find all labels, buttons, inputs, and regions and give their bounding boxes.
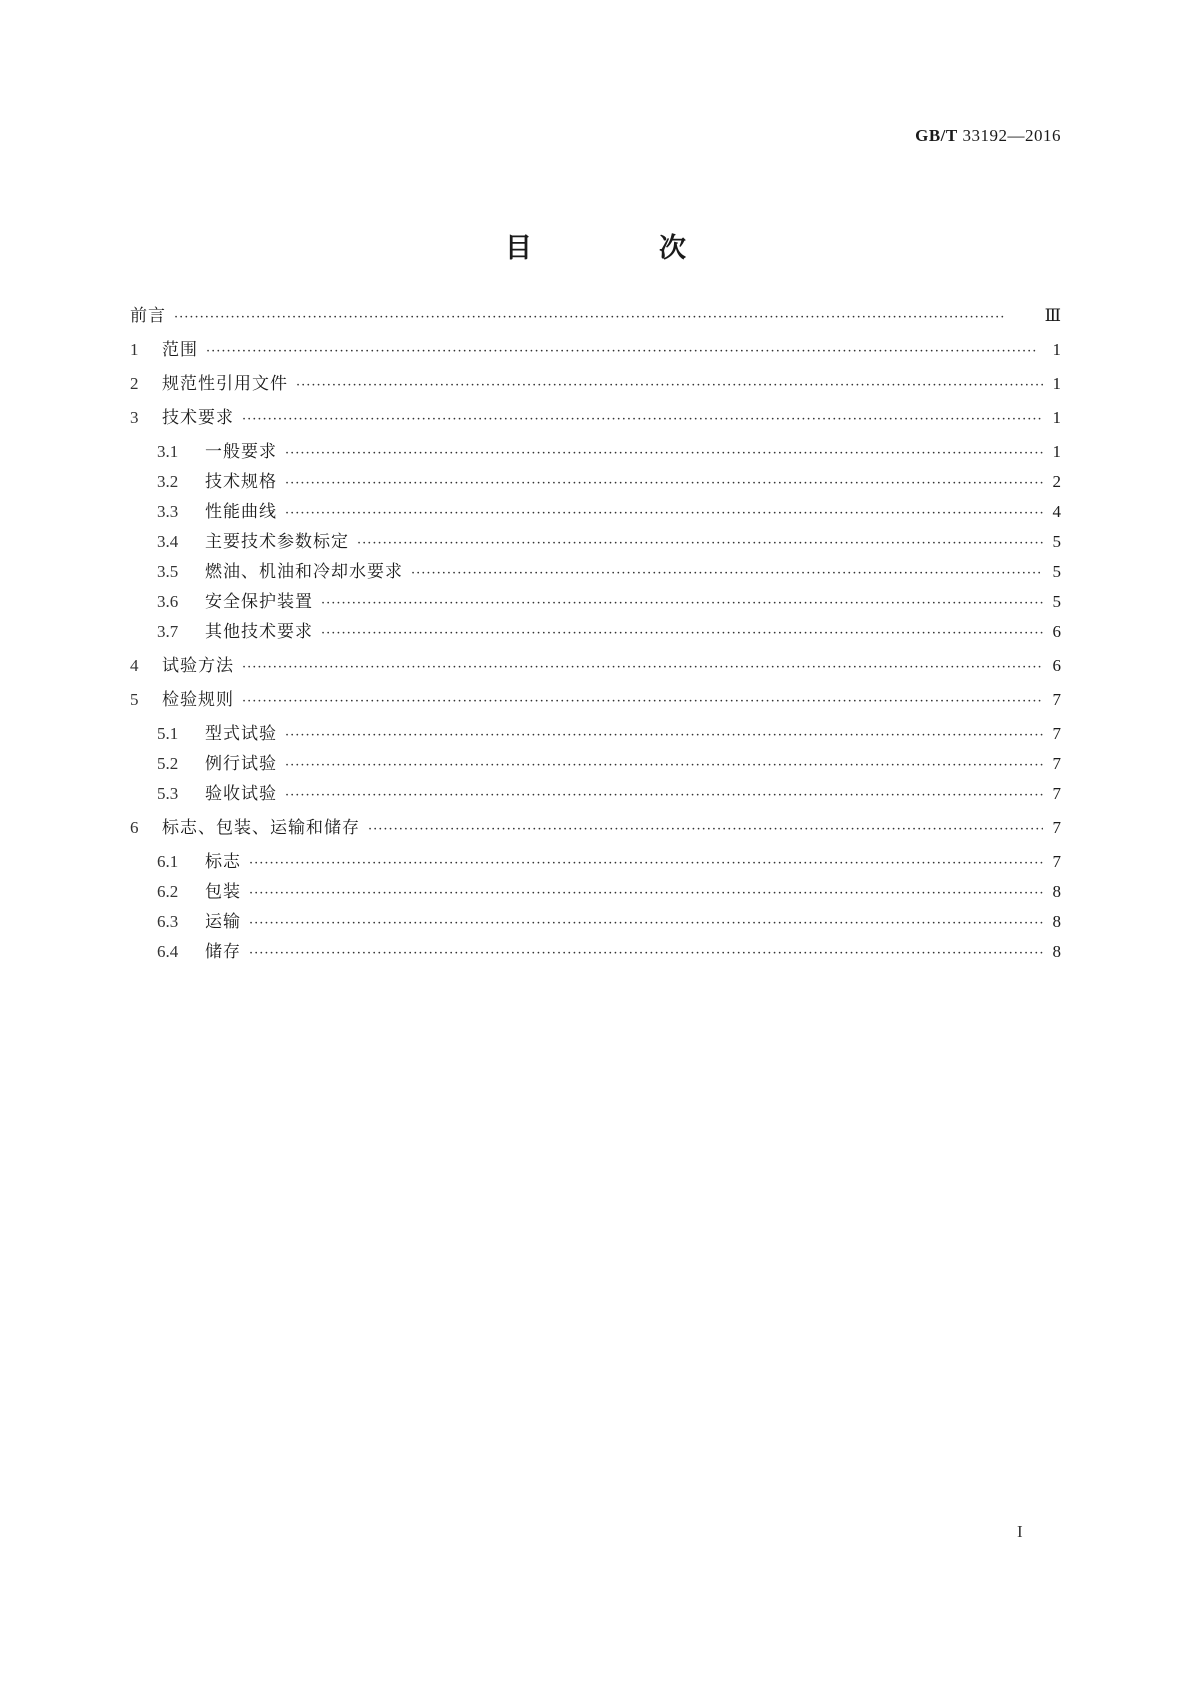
toc-entry-label: 其他技术要求 xyxy=(205,622,313,642)
toc-entry-4[interactable] xyxy=(130,654,1061,678)
toc-entry-label: 规范性引用文件 xyxy=(162,374,288,394)
toc-entry-3-5[interactable] xyxy=(157,560,1061,584)
toc-leader-dots xyxy=(285,472,1043,496)
toc-entry-label: 标志 xyxy=(205,852,241,872)
toc-leader-dots xyxy=(321,592,1043,616)
toc-leader-dots xyxy=(285,442,1043,466)
toc-leader-dots xyxy=(249,882,1043,906)
toc-entry-number: 3.6 xyxy=(157,592,179,611)
standard-prefix: GB/T xyxy=(915,126,958,145)
toc-entry-label: 安全保护装置 xyxy=(205,592,313,612)
toc-entry-label: 燃油、机油和冷却水要求 xyxy=(205,562,403,582)
toc-leader-dots xyxy=(242,408,1043,432)
toc-entry-page: 7 xyxy=(1052,724,1061,743)
toc-entry-3-3[interactable] xyxy=(157,500,1061,524)
toc-entry-page: 8 xyxy=(1052,882,1061,901)
toc-entry-page: 7 xyxy=(1052,754,1061,773)
toc-entry-6[interactable] xyxy=(130,816,1061,840)
toc-leader-dots xyxy=(321,622,1043,646)
toc-leader-dots xyxy=(357,532,1043,556)
toc-entry-page: 1 xyxy=(1052,408,1061,427)
toc-entry-label: 主要技术参数标定 xyxy=(205,532,349,552)
toc-entry-3[interactable] xyxy=(130,406,1061,430)
toc-entry-3-1[interactable] xyxy=(157,440,1061,464)
toc-entry-label: 技术要求 xyxy=(162,408,234,428)
toc-entry-label: 性能曲线 xyxy=(205,502,277,522)
toc-entry-page: 4 xyxy=(1052,502,1061,521)
toc-entry-3-2[interactable] xyxy=(157,470,1061,494)
toc-leader-dots xyxy=(174,306,1037,330)
toc-entry-page: 5 xyxy=(1052,562,1061,581)
toc-entry-number: 2 xyxy=(130,374,139,393)
toc-leader-dots xyxy=(206,340,1043,364)
standard-code: 33192—2016 xyxy=(962,126,1061,145)
toc-entry-page: 7 xyxy=(1052,818,1061,837)
toc-entry-number: 3.3 xyxy=(157,502,179,521)
toc-entry-label: 一般要求 xyxy=(205,442,277,462)
toc-entry-number: 6.4 xyxy=(157,942,179,961)
toc-entry-number: 6.2 xyxy=(157,882,179,901)
toc-entry-number: 5 xyxy=(130,690,139,709)
toc-entry-page: 5 xyxy=(1052,532,1061,551)
toc-entry-label: 运输 xyxy=(205,912,241,932)
toc-entry-page: 6 xyxy=(1052,656,1061,675)
toc-entry-label: 前言 xyxy=(130,306,166,326)
toc-entry-label: 技术规格 xyxy=(205,472,277,492)
toc-entry-number: 3.5 xyxy=(157,562,179,581)
toc-entry-5-1[interactable] xyxy=(157,722,1061,746)
toc-entry-number: 5.1 xyxy=(157,724,179,743)
toc-entry-number: 3.7 xyxy=(157,622,179,641)
toc-entry-label: 试验方法 xyxy=(162,656,234,676)
toc-entry-1[interactable] xyxy=(130,338,1061,362)
toc-entry-number: 6 xyxy=(130,818,139,837)
toc-entry-6-2[interactable] xyxy=(157,880,1061,904)
toc-entry-5-2[interactable] xyxy=(157,752,1061,776)
toc-entry-number: 5.3 xyxy=(157,784,179,803)
toc-entry-3-6[interactable] xyxy=(157,590,1061,614)
toc-entry-page: 5 xyxy=(1052,592,1061,611)
toc-leader-dots xyxy=(249,912,1043,936)
toc-entry-label: 范围 xyxy=(162,340,198,360)
toc-entry-label: 验收试验 xyxy=(205,784,277,804)
toc-entry-label: 型式试验 xyxy=(205,724,277,744)
toc-entry-number: 6.1 xyxy=(157,852,179,871)
toc-entry-page: 7 xyxy=(1052,784,1061,803)
toc-leader-dots xyxy=(296,374,1043,398)
toc-entry-5[interactable] xyxy=(130,688,1061,712)
toc-entry-page: 1 xyxy=(1052,374,1061,393)
toc-entry-label: 储存 xyxy=(205,942,241,962)
toc-entry-page: 8 xyxy=(1052,942,1061,961)
toc-entry-page: 8 xyxy=(1052,912,1061,931)
toc-entry-number: 4 xyxy=(130,656,139,675)
toc-entry-label: 包装 xyxy=(205,882,241,902)
toc-entry-page: 1 xyxy=(1052,340,1061,359)
toc-entry-page: 7 xyxy=(1052,852,1061,871)
toc-entry-number: 3.4 xyxy=(157,532,179,551)
toc-entry-label: 例行试验 xyxy=(205,754,277,774)
toc-entry-number: 3.2 xyxy=(157,472,179,491)
toc-entry-number: 5.2 xyxy=(157,754,179,773)
toc-entry-3-4[interactable] xyxy=(157,530,1061,554)
toc-entry-number: 3.1 xyxy=(157,442,179,461)
toc-leader-dots xyxy=(411,562,1043,586)
toc-entry-page: 6 xyxy=(1052,622,1061,641)
toc-leader-dots xyxy=(285,724,1043,748)
page-title: 目 次 xyxy=(505,233,736,264)
toc-leader-dots xyxy=(249,942,1043,966)
toc-leader-dots xyxy=(285,502,1043,526)
toc-leader-dots xyxy=(242,690,1043,714)
toc-entry-number: 3 xyxy=(130,408,139,427)
toc-entry-2[interactable] xyxy=(130,372,1061,396)
toc-leader-dots xyxy=(242,656,1043,680)
toc-leader-dots xyxy=(249,852,1043,876)
toc-entry-6-1[interactable] xyxy=(157,850,1061,874)
toc-entry-5-3[interactable] xyxy=(157,782,1061,806)
toc-entry-6-3[interactable] xyxy=(157,910,1061,934)
toc-entry-6-4[interactable] xyxy=(157,940,1061,964)
toc-leader-dots xyxy=(368,818,1043,842)
toc-entry-page: 1 xyxy=(1052,442,1061,461)
toc-entry-page: Ⅲ xyxy=(1044,306,1061,325)
toc-leader-dots xyxy=(285,784,1043,808)
toc-entry-page: 2 xyxy=(1052,472,1061,491)
table-of-contents xyxy=(130,0,1061,1684)
toc-entry-number: 6.3 xyxy=(157,912,179,931)
toc-leader-dots xyxy=(285,754,1043,778)
toc-entry-foreword[interactable] xyxy=(130,304,1061,328)
page-number: I xyxy=(1017,1522,1023,1541)
toc-entry-number: 1 xyxy=(130,340,139,359)
toc-entry-label: 标志、包装、运输和储存 xyxy=(162,818,360,838)
toc-entry-3-7[interactable] xyxy=(157,620,1061,644)
toc-entry-page: 7 xyxy=(1052,690,1061,709)
toc-entry-label: 检验规则 xyxy=(162,690,234,710)
